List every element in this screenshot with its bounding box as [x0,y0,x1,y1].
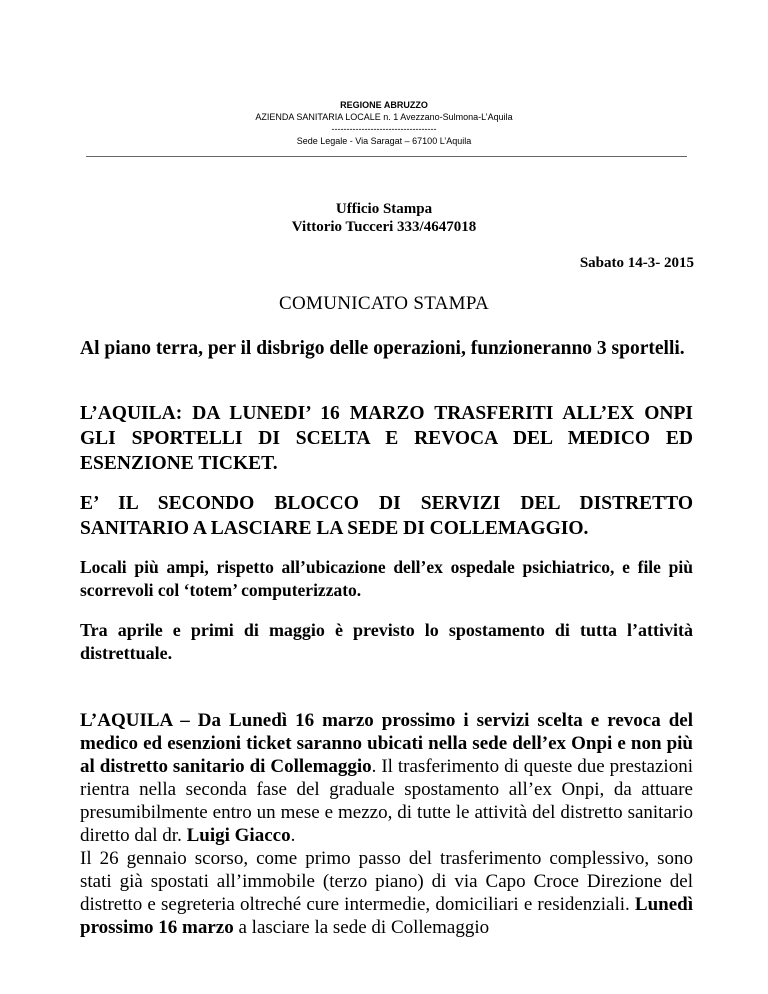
office-name: Ufficio Stampa [335,201,433,217]
letterhead-asl: AZIENDA SANITARIA LOCALE n. 1 Avezzano-Sulmona-L’Aquila [255,112,513,122]
subheadline-schedule: Tra aprile e primi di maggio è previsto lo spostamento di tutta l’attività distrettuale. [80,620,693,663]
press-contact: Vittorio Tucceri 333/4647018 [291,219,477,235]
article-paragraph-2: Il 26 gennaio scorso, come primo passo del trasferimento complessivo, sono stati già spostati all’immobile (terzo piano) di via Capo Croce Direzione del distretto e segreteria oltreché cure intermedie, domiciliari e residenziali. [80,848,693,915]
document-date: Sabato 14-3- 2015 [579,255,694,271]
letterhead-address: Sede Legale - Via Saragat – 67100 L’Aquila [296,136,472,146]
article-lead-bold: L’AQUILA – Da Lunedì 16 marzo prossimo i servizi scelta e revoca del medico ed esenzioni ticket saranno ubicati nella sede dell’ex Onpi e non più al distretto sanitario di Collemaggio [80,710,693,777]
subheadline-locations: Locali più ampi, rispetto all’ubicazione dell’ex ospedale psichiatrico, e file più scorrevoli col ‘totem’ computerizzato. [80,557,693,600]
article-body [80,709,693,939]
document-title: COMUNICATO STAMPA [279,293,489,314]
director-name: Luigi Giacco [186,825,291,846]
headline-main: L’AQUILA: DA LUNEDI’ 16 MARZO TRASFERITI ALL’EX ONPI GLI SPORTELLI DI SCELTA E REVOCA DEL MEDICO ED ESENZIONE TICKET. [80,403,693,474]
letterhead-region: REGIONE ABRUZZO [340,100,428,110]
article-paragraph-2-end: a lasciare la sede di Collemaggio [233,917,490,938]
header-divider [86,156,687,157]
article-period: . [290,825,296,846]
letterhead-dashes: ----------------------------------- [331,124,437,134]
headline-secondary: E’ IL SECONDO BLOCCO DI SERVIZI DEL DISTRETTO SANITARIO A LASCIARE LA SEDE DI COLLEMAGGIO. [80,493,693,539]
letterhead [0,99,768,147]
intro-paragraph: Al piano terra, per il disbrigo delle operazioni, funzioneranno 3 sportelli. [80,338,685,359]
article-date-bold: Lunedì prossimo 16 marzo [80,894,693,938]
article-lead-text: . Il trasferimento di queste due prestazioni rientra nella seconda fase del graduale spostamento all’ex Onpi, da attuare presumibilmente entro un mese e mezzo, di tutte le attività del distretto sanitario diretto dal dr. [80,756,693,846]
